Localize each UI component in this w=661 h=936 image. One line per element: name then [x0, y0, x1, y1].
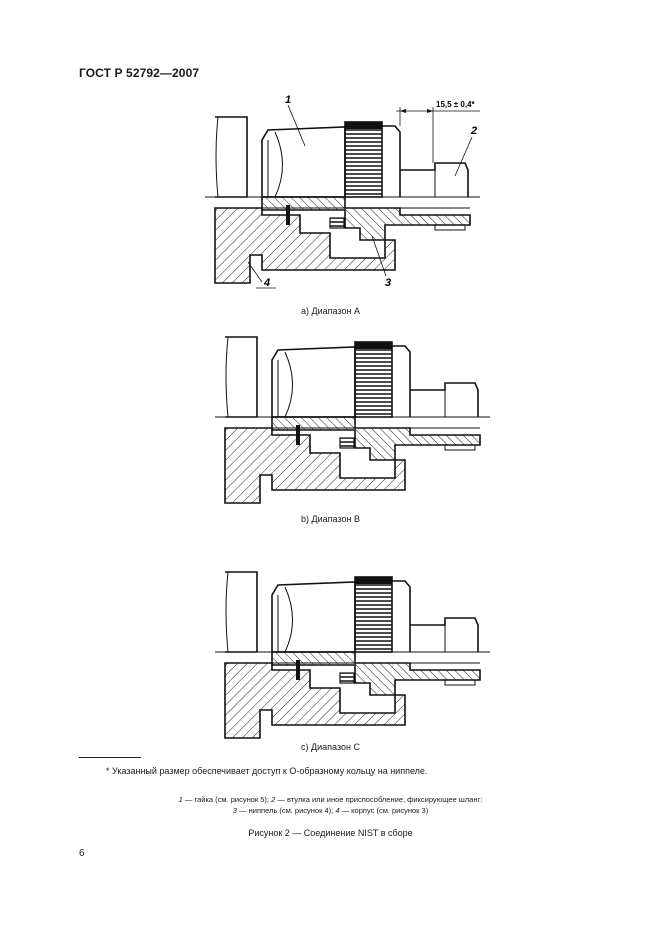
- panel-c-caption: с) Диапазон С: [301, 742, 360, 752]
- footnote-rule: [79, 757, 141, 758]
- legend-item-2-text: втулка или иное приспособление, фиксирующее шланг:: [286, 795, 483, 804]
- legend-item-4-number: 4 —: [335, 806, 350, 815]
- document-header: ГОСТ Р 52792—2007: [79, 66, 200, 80]
- legend-item-4-text: корпус (см. рисунок 3): [351, 806, 429, 815]
- callout-1: 1: [285, 94, 292, 106]
- legend-item-3-number: 3 —: [232, 806, 247, 815]
- callout-2: 2: [471, 125, 478, 137]
- dimension-label: 15,5 ± 0,4*: [436, 100, 475, 109]
- legend-line-2: [0, 805, 661, 816]
- footnote: * Указанный размер обеспечивает доступ к О-образному кольцу на ниппеле.: [106, 766, 428, 776]
- callout-4: 4: [264, 277, 271, 289]
- figure-title: Рисунок 2 — Соединение NIST в сборе: [248, 828, 413, 838]
- legend-item-1-text: гайка (см. рисунок 5);: [194, 795, 270, 804]
- legend-line-1: [0, 794, 661, 805]
- drawing-panel-b: [215, 337, 490, 503]
- legend-item-2-number: 2 —: [271, 795, 285, 804]
- panel-a-caption: а) Диапазон А: [301, 306, 360, 316]
- drawing-panel-c: [215, 572, 490, 738]
- callout-3: 3: [385, 277, 392, 289]
- legend-item-1-number: 1 —: [178, 795, 193, 804]
- panel-b-caption: b) Диапазон В: [301, 514, 360, 524]
- page-number: 6: [79, 848, 85, 859]
- legend-item-3-text: ниппель (см. рисунок 4);: [248, 806, 334, 815]
- drawing-panel-a: [205, 94, 480, 289]
